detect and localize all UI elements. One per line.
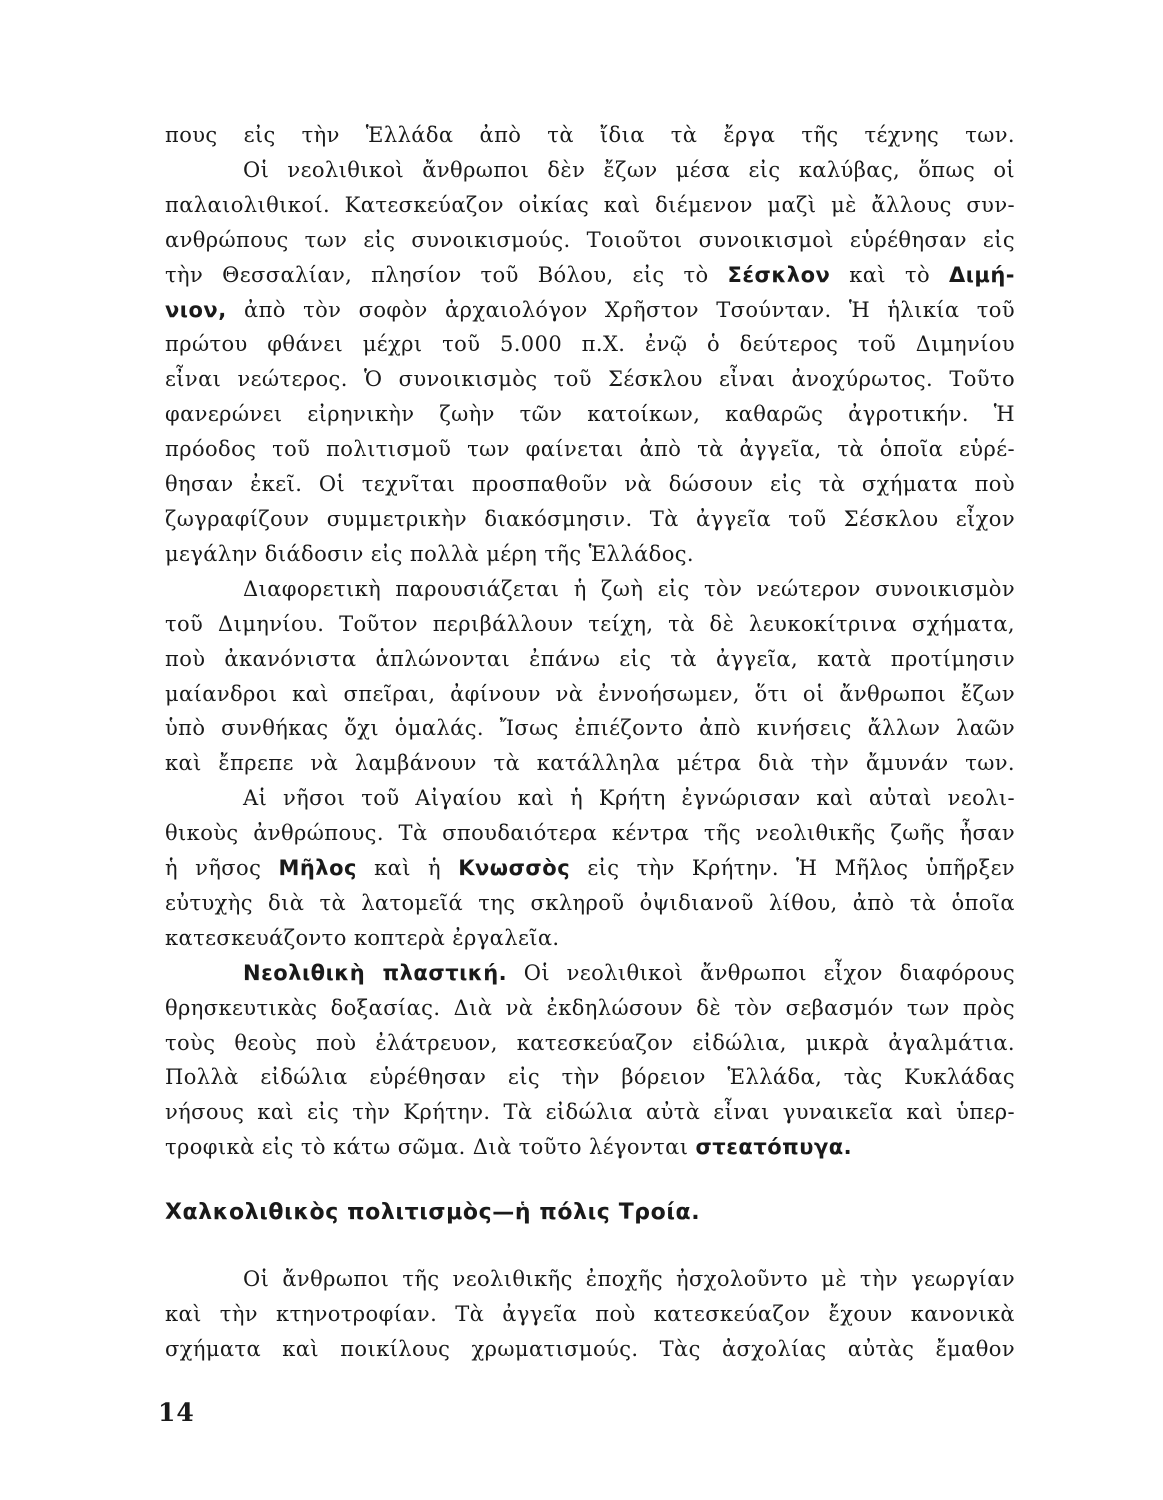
text-line: Αἱ νῆσοι τοῦ Αἰγαίου καὶ ἡ Κρήτη ἐγνώρισαν καὶ αὐταὶ νεολι-: [243, 786, 1015, 811]
text-line: σχήματα καὶ ποικίλους χρωματισμούς. Τὰς ἀσχολίας αὐτὰς ἔμαθον: [165, 1336, 1015, 1361]
text-line: [165, 258, 1015, 293]
bold-term-sesklon: Σέσκλον: [727, 262, 831, 287]
text-line: Οἱ νεολιθικοὶ ἄνθρωποι δὲν ἔζων μέσα εἰς καλύβας, ὅπως οἱ: [243, 157, 1015, 182]
text-line: ὑπὸ συνθήκας ὄχι ὁμαλάς. Ἴσως ἐπιέζοντο ἀπὸ κινήσεις ἄλλων λαῶν: [165, 716, 1015, 741]
text-run: ἡ νῆσος: [165, 856, 262, 881]
bold-term-dimini-end: νιον,: [165, 297, 227, 322]
text-run: τὴν Θεσσαλίαν, πλησίον τοῦ Βόλου, εἰς τὸ: [165, 262, 709, 287]
bold-term-plastic-art: Νεολιθικὴ πλαστική.: [243, 960, 508, 985]
text-line: Διαφορετικὴ παρουσιάζεται ἡ ζωὴ εἰς τὸν νεώτερον συνοικισμὸν: [243, 576, 1015, 601]
text-run: καὶ τὸ: [849, 262, 931, 287]
bold-term-knossos: Κνωσσὸς: [458, 856, 571, 881]
section-text: [165, 1262, 1015, 1367]
text-line: καὶ τὴν κτηνοτροφίαν. Τὰ ἀγγεῖα ποὺ κατεσκεύαζον ἔχουν κανονικὰ: [165, 1301, 1015, 1326]
text-line: παλαιολιθικοί. Κατεσκεύαζον οἰκίας καὶ διέμενον μαζὶ μὲ ἄλλους συν-: [165, 192, 1015, 217]
text-line: θρησκευτικὰς δοξασίας. Διὰ νὰ ἐκδηλώσουν δὲ τὸν σεβασμόν των πρὸς: [165, 995, 1015, 1020]
text-line: μαίανδροι καὶ σπεῖραι, ἀφίνουν νὰ ἐννοήσωμεν, ὅτι οἱ ἄνθρωποι ἔζων: [165, 681, 1015, 706]
text-line: [165, 293, 1015, 328]
text-line: εὐτυχὴς διὰ τὰ λατομεῖά της σκληροῦ ὀψιδιανοῦ λίθου, ἀπὸ τὰ ὁποῖα: [165, 890, 1015, 915]
text-line: πους εἰς τὴν Ἑλλάδα ἀπὸ τὰ ἴδια τὰ ἔργα τῆς τέχνης των.: [165, 123, 1015, 147]
text-line: μεγάλην διάδοσιν εἰς πολλὰ μέρη τῆς Ἑλλάδος.: [165, 541, 694, 566]
text-line: κατεσκευάζοντο κοπτερὰ ἐργαλεῖα.: [165, 925, 560, 950]
text-line: θησαν ἐκεῖ. Οἱ τεχνῖται προσπαθοῦν νὰ δώσουν εἰς τὰ σχήματα ποὺ: [165, 472, 1015, 497]
text-line: τοῦ Διμηνίου. Τοῦτον περιβάλλουν τείχη, τὰ δὲ λευκοκίτρινα σχήματα,: [165, 611, 1015, 636]
text-line: πρώτου φθάνει μέχρι τοῦ 5.000 π.Χ. ἐνῷ ὁ δεύτερος τοῦ Διμηνίου: [165, 332, 1015, 357]
bold-term-steatopyga: στεατόπυγα.: [695, 1135, 853, 1160]
text-line: τοὺς θεοὺς ποὺ ἐλάτρευον, κατεσκεύαζον εἰδώλια, μικρὰ ἀγαλμάτια.: [165, 1030, 1015, 1055]
text-line: θικοὺς ἀνθρώπους. Τὰ σπουδαιότερα κέντρα τῆς νεολιθικῆς ζωῆς ἦσαν: [165, 821, 1015, 846]
text-line: Οἱ ἄνθρωποι τῆς νεολιθικῆς ἐποχῆς ἠσχολοῦντο μὲ τὴν γεωργίαν: [243, 1267, 1015, 1291]
section-heading: Χαλκολιθικὸς πολιτισμὸς—ἡ πόλις Τροία.: [165, 1200, 701, 1225]
text-run: τροφικὰ εἰς τὸ κάτω σῶμα. Διὰ τοῦτο λέγονται: [165, 1135, 689, 1160]
text-line: [165, 1130, 1015, 1165]
main-text: [165, 118, 1015, 1165]
text-line: Πολλὰ εἰδώλια εὑρέθησαν εἰς τὴν βόρειον Ἑλλάδα, τὰς Κυκλάδας: [165, 1065, 1015, 1090]
page-number: 14: [158, 1398, 195, 1427]
text-run: καὶ ἡ: [374, 856, 442, 881]
text-line: ζωγραφίζουν συμμετρικὴν διακόσμησιν. Τὰ ἀγγεῖα τοῦ Σέσκλου εἶχον: [165, 506, 1015, 531]
text-line: [165, 851, 1015, 886]
text-run: εἰς τὴν Κρήτην. Ἡ Μῆλος ὑπῆρξεν: [587, 856, 1016, 881]
text-line: ποὺ ἀκανόνιστα ἁπλώνονται ἐπάνω εἰς τὰ ἀγγεῖα, κατὰ προτίμησιν: [165, 646, 1015, 671]
bold-term-milos: Μῆλος: [278, 856, 357, 881]
text-line: εἶναι νεώτερος. Ὁ συνοικισμὸς τοῦ Σέσκλου εἶναι ἀνοχύρωτος. Τοῦτο: [165, 367, 1015, 392]
text-run: ἀπὸ τὸν σοφὸν ἀρχαιολόγον Χρῆστον Τσούνταν. Ἡ ἡλικία τοῦ: [244, 297, 1016, 322]
bold-term-dimini: Διμή-: [948, 262, 1016, 287]
text-line: [165, 956, 1015, 991]
text-line: πρόοδος τοῦ πολιτισμοῦ των φαίνεται ἀπὸ τὰ ἀγγεῖα, τὰ ὁποῖα εὑρέ-: [165, 437, 1015, 462]
text-run: Οἱ νεολιθικοὶ ἄνθρωποι εἶχον διαφόρους: [523, 960, 1015, 985]
text-line: καὶ ἔπρεπε νὰ λαμβάνουν τὰ κατάλληλα μέτρα διὰ τὴν ἄμυνάν των.: [165, 751, 1015, 776]
text-line: φανερώνει εἰρηνικὴν ζωὴν τῶν κατοίκων, καθαρῶς ἀγροτικήν. Ἡ: [165, 402, 1015, 427]
text-line: ανθρώπους των εἰς συνοικισμούς. Τοιοῦτοι συνοικισμοὶ εὑρέθησαν εἰς: [165, 227, 1015, 252]
text-line: νήσους καὶ εἰς τὴν Κρήτην. Τὰ εἰδώλια αὐτὰ εἶναι γυναικεῖα καὶ ὑπερ-: [165, 1100, 1015, 1125]
